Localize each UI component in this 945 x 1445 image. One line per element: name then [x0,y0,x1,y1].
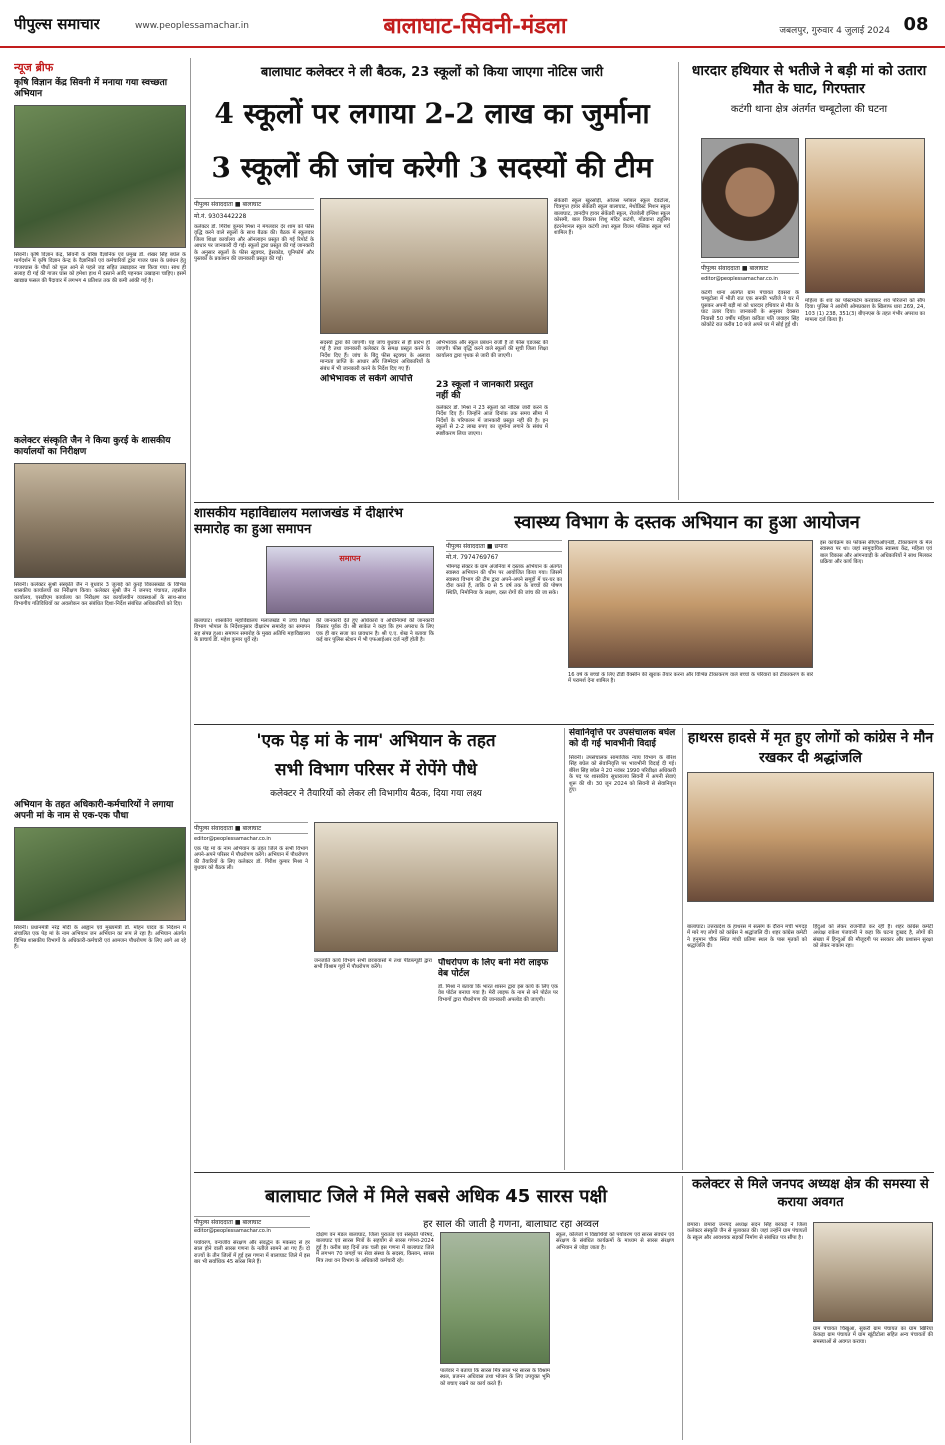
college-headline: शासकीय महाविद्यालय मलाजखंड में दीक्षारंभ समारोह का हुआ समापन [194,506,403,537]
health-body-2: इस कार्यक्रम का फोकस सीएचओएनडी, टीकाकरण के मेल स्वास्थ्य पर था। जहां सामुदायिक स्वास्थ्य केंद्र, महिला एवं बाल विकास और आंगनवाड़ी के अधिकारियों ने साथ मिलकर प्रक्रिया और कार्य किए। [820,540,932,566]
health-story [440,506,934,721]
right-body-1: कटंगी थाना अंतर्गत ग्राम पंचायत देवसरा के चम्बूटोला में भीती रात एक सनकी भतीजे ने घर में घुसकर अपनी बड़ी मां को धारदार हथियार से मौत के घाट उतार दिया। जानकारी के अनुसार देवसरा निवासी 50 वर्षीय महिला कविता पति जवाहर सिंह कोकोटे रात करीब 10 बजे अपने घर में सोई हुई थी। [701,290,799,329]
dateline: जबलपुर, गुरुवार 4 जुलाई 2024 [779,26,890,36]
site-url[interactable]: www.peoplessamachar.in [135,21,249,31]
tree-body-2: जनजाति कार्य विभाग सभी छात्रावासों में तथा पीडब्ल्यूडी द्वारा सभी विश्राम गृहों में पौधरोपण करेंगे। [314,958,432,971]
tree-body-3: डॉ. मिश्रा ने बताया कि भारत शासन द्वारा इस कार्य के लिए एक वेब पोर्टल बनाया गया है। मेरी लाइफ के नाम से बने पोर्टल पर विभागों द्वारा पौधरोपण की जानकारी अपलोड की जाएगी। [438,984,558,1003]
college-body-2: की जानकारी देते हुए अधिकारों व अधिनियमों की जानकारी विस्तार पूर्वक दी। श्री साकेत ने कहा कि हम अपराध के लिए एक ही बार सजा का प्रावधान है। श्री ए.ए. शेख ने बताया कि कई बार पुलिस स्टेशन में भी एफआईआर दर्ज नहीं होती है। [316,618,434,644]
brief-headline-2: कलेक्टर संस्कृति जैन ने किया कुरई के शासकीय कार्यालयों का निरीक्षण [14,436,171,457]
retire-story [564,728,676,1170]
column-divider [190,58,191,1443]
hathras-headline: हाथरस हादसे में मृत हुए लोगों को कांग्रेस ने मौन रखकर दी श्रद्धांजलि [687,730,934,766]
tree-body-1: एक पेड़ मां के नाम अभियान के तहत जिले के सभी विभाग अपने-अपने परिसर में पौधरोपण करेंगे। अभियान में पौधरोपण की तैयारियों के लिए कलेक्टर डॉ. गिरीश कुमार मिश्रा ने बुधवार को बैठक ली। [194,846,308,872]
collector-story [682,1176,934,1440]
right-subhead: कटंगी थाना क्षेत्र अंतर्गत चम्बूटोला की घटना [730,104,888,115]
tree-photo [314,822,558,952]
brief-photo-2 [14,463,186,578]
tree-headline-2: सभी विभाग परिसर में रोपेंगे पौधे [275,760,477,780]
tree-story [194,728,558,1170]
hathras-story [682,728,934,1170]
top-subhead-2: 23 स्कूलों ने जानकारी प्रस्तुत नहीं की [436,380,534,401]
tree-email[interactable]: editor@peoplessamachar.co.in [194,836,271,842]
top-subhead-1: अभिभावक ले सकेंगे आपत्ति [320,374,413,384]
left-column [14,60,186,1440]
top-body-1: कलेक्टर डॉ. गिरीश कुमार मिश्रा ने मंगलवार देर शाम को फीस वृद्धि करने वाले स्कूलों के साथ बैठक की। बैठक में स्कूलवार जिला शिक्षा कार्यालय और ऑनलाइन प्रस्तुत की गई रिपोर्ट के आधार पर जानकारी दी गई। स्कूलों द्वारा प्रस्तुत की गई जानकारी के अनुसार स्कूलों के फीस स्ट्रक्चर, ड्रेसकोड, यूनिफॉर्म और पुस्तकों के प्रकाशन की जानकारी प्रस्तुत की गई। [194,224,314,263]
hathras-body-1: बालाघाट। उत्तरप्रदेश के हाथरस में सत्संग के दौरान मची भगदड़ में मारे गए लोगों को कांग्रेस ने श्रद्धांजलि दी। शहर कांग्रेस कमेटी ने हनुमान चौक स्थित गांधी प्रतिमा स्थल के पास मृतकों को श्रद्धांजलि दी। [687,924,807,950]
top-body-5: सेकेंडरी स्कूल खुरसोड़ी, ओजस ग्लोबल स्कूल देवटोला, चित्रगुप्त हायर सेकेंडरी स्कूल बालाघाट, मेथोडिस्ट मिशन स्कूल बालाघाट, ज्ञानदीप हायर सेकेंडरी स्कूल, रोजवेली इंग्लिश स्कूल कोसमी, बाल विकास शिशु मंदिर कटंगी, गोंडवाना ट्यूलिप इंटरनेशनल स्कूल कटंगी तथा स्कूल विजन पब्लिक स्कूल गर्रा शामिल हैं। [554,198,670,237]
right-email[interactable]: editor@peoplessamachar.co.in [701,276,778,282]
hathras-photo [687,772,934,902]
accused-photo [701,138,799,258]
section-divider [194,1172,934,1173]
top-headline-2: 3 स्कूलों की जांच करेगी 3 सदस्यों की टीम [211,151,653,184]
right-story [678,62,933,500]
right-byline: पीपुल्स संवाददाता ■ बालाघाट [701,262,799,274]
top-body-4: कलेक्टर डॉ. मिश्रा ने 23 स्कूलों को नोटिस जारी करने के निर्देश दिए हैं। जिन्होंने आज दिनांक तक समय सीमा में निर्देशों के परिपालन में जानकारी प्रस्तुत नहीं की है। इन स्कूलों से 2-2 लाख रुपए का जुर्माना लगाने के संबंध में स्पष्टीकरण लिया जाएगा। [436,405,548,437]
section-divider [194,502,934,503]
tree-deck: कलेक्टर ने तैयारियों को लेकर ली विभागीय बैठक, दिया गया लक्ष्य [270,789,482,799]
college-story [194,506,434,721]
top-body-2: सदस्यों द्वारा की जाएगी। यह जांच बुधवार से ही प्रारंभ हो गई है तथा जानकारी कलेक्टर के समक्ष प्रस्तुत करने के निर्देश दिए हैं। जांच के बिंदु फीस स्ट्रक्चर के अलावा मान्यता प्राप्ति के आधार और जिम्मेदार अधिकारियों के संबंध में भी जानकारी करने के निर्देश दिए गए हैं। [320,340,430,372]
brief-headline-3: अभियान के तहत अधिकारी-कर्मचारियों ने लगाया अपनी मां के नाम से एक-एक पौधा [14,800,174,821]
saras-byline: पीपुल्स संवाददाता ■ बालाघाट [194,1216,310,1228]
brief-photo-3 [14,827,186,921]
right-body-2: महिला के शव का पोस्टमार्टम करवाकर शव परिजनों को सौंप दिया। पुलिस ने आरोपी ओमप्रकाश के खिलाफ धारा 269, 24, 103 (1) 238, 351(3) बीएनएस के तहत गंभीर अपराध का मामला दर्ज किया है। [805,298,925,324]
saras-body-3: पालेवार ने बताया कि सारस मित्र साल भर सारस के विश्राम स्थल, प्रजनन अधिवास तथा भोजन के लिए उपयुक्त भूमि को बचाए रखने का कार्य करते हैं। [440,1368,550,1387]
health-mobile: मो.नं. 7974769767 [446,554,499,561]
top-kicker: बालाघाट कलेक्टर ने ली बैठक, 23 स्कूलों को किया जाएगा नोटिस जारी [260,65,604,80]
top-mobile: मो.नं. 9303442228 [194,213,247,220]
top-byline: पीपुल्स संवाददाता ■ बालाघाट [194,198,314,210]
health-photo [568,540,813,668]
saras-headline: बालाघाट जिले में मिले सबसे अधिक 45 सारस पक्षी [264,1186,608,1207]
saras-story [194,1176,678,1440]
victim-photo [805,138,925,293]
college-photo-caption: समापन [339,554,361,563]
brief-headline-1: कृषि विज्ञान केंद्र सिवनी में मनाया गया स्वच्छता अभियान [14,78,168,99]
retire-headline: सेवानिवृत्ति पर उपसंचालक बघेल को दी गई भावभीनी विदाई [569,728,676,749]
saras-body-1: पर्यावरण, वन्यजीव संरक्षण और संवर्द्धन के मकसद से हर साल होने वाली सारस गणना के नतीजे सामने आ गए हैं। दो राज्यों के तीन जिलों में हुई इस गणना में बालाघाट जिले में इस बार भी सर्वाधिक 45 सारस मिले हैं। [194,1240,310,1266]
collector-body-1: छपारा। छपारा जनपद अध्यक्ष सदन सिंह बरकड़े ने जिला कलेक्टर संस्कृति जैन से मुलाकात की। जहां उन्होंने ग्राम पंचायतों के स्कूल और आवश्यक सड़कों निर्माण से संबंधित पत्र सौंपा है। [687,1222,807,1241]
health-body-1: भीमगढ़ सेक्टर के ग्राम अंजनिया में दस्तक अभियान के अंतर्गत स्वास्थ्य अभियान की थीम पर आयोजित किया गया। जिसमें स्वास्थ्य विभाग की टीम द्वारा अपने-अपने समूहों में घर-घर का दौरा करते हैं, ताकि 0 से 5 वर्ष तक के बच्चों की पोषण स्थिति, निमोनिया के लक्षण, दस्त रोगों की जांच की जा सके। [446,564,562,596]
section-divider [194,724,934,725]
brief-body-3: सिवनी। प्रधानमंत्री नरेंद्र मोदी के आह्वान एवं मुख्यमंत्री डॉ. मोहन यादव के निर्देशन में संचालित एक पेड़ मां के नाम अभियान जन अभियान का रूप ले रहा है। अभियान अंतर्गत विभिन्न शासकीय विभागों के अधिकारी-कर्मचारी एवं आमजन पौधरोपण के लिए आगे आ रहे हैं। [14,925,186,951]
right-headline: धारदार हथियार से भतीजे ने बड़ी मां को उतारा मौत के घाट, गिरफ्तार [691,63,927,97]
top-body-3: अभिभावक और स्कूल प्रबंधन राजी है तो फीस एडजस्ट की जाएगी। फीस वृद्धि करने वाले स्कूलों की सूची जिला शिक्षा कार्यालय द्वारा पृथक से जारी की जाएगी। [436,340,548,359]
news-brief-tag: न्यूज ब्रीफ [14,61,54,74]
collector-body-2: ग्राम पंचायत चिखुआ, सुकरी ग्राम पंचायत का ग्राम खिरिया केकड़ा ग्राम पंचायत में ग्राम खूंटीटोला सहित अन्य पंचायतों की समस्याओं से अवगत कराया। [813,1326,933,1345]
masthead [0,0,945,48]
brief-photo-1 [14,105,186,248]
saras-email[interactable]: editor@peoplessamachar.co.in [194,1228,271,1234]
collector-headline: कलेक्टर से मिले जनपद अध्यक्ष क्षेत्र की समस्या से कराया अवगत [692,1177,929,1210]
saras-deck: हर साल की जाती है गणना, बालाघाट रहा अव्वल [423,1219,599,1230]
section-title: बालाघाट-सिवनी-मंडला [383,13,567,39]
collector-photo [813,1222,933,1322]
health-headline: स्वास्थ्य विभाग के दस्तक अभियान का हुआ आयोजन [514,512,860,533]
brief-body-2: सिवनी। कलेक्टर सुश्री संस्कृति जैन ने बुधवार 3 जुलाई को कुरई विकासखंड के विभिन्न शासकीय कार्यालयों का निरीक्षण किया। कलेक्टर सुश्री जैन ने जनपद पंचायत, तहसील कार्यालय, एसडीएम कार्यालय का निरीक्षण कर कार्यालयीन व्यवस्थाओं के साथ-साथ विभागीय गतिविधियों का अवलोकन कर संबंधित दिशा-निर्देश संबंधित अधिकारियों को दिए। [14,582,186,608]
health-caption: 16 वर्ष के बच्चों के लिए टीडी वैक्सीन की खुराक तैयार करना और विभिन्न टीकाकरण वाले बच्चों के परिवारों को टीकाकरण के बारे में परामर्श देना शामिल है। [568,672,813,685]
tree-subhead: पौधरोपण के लिए बनी मेरी लाइफ वेब पोर्टल [438,958,549,979]
saras-body-4: स्कूल, कॉलेजों में विद्यार्थियों को पर्यावरण एवं सारस संवर्धन एवं संरक्षण के संबंधित कार्यक्रमों के माध्यम से सारस संरक्षण अभियान से जोड़ा जाता है। [556,1232,674,1251]
top-story [194,62,670,500]
hathras-body-2: हिंदुओं को लेकर राजनीति कर रही है। शहर कांग्रेस कमेटी अध्यक्ष राकेश पंजवानी ने कहा कि घटना दुःखद है, लोगों की संख्या में हिन्दुओं की मौजूदगी पर सरकार और प्रशासन सुरक्षा को लेकर नाकाम रहा। [813,924,933,950]
tree-headline-1: 'एक पेड़ मां के नाम' अभियान के तहत [256,731,496,751]
retire-body: सिवनी। उपसंचालक सामाजिक न्याय विभाग के बीरेश सिंह बघेल को सेवानिवृत्ति पर भावभीनी विदाई दी गई। बीरेश सिंह बघेल ने 20 नवंबर 1990 परिवीक्षा अधिकारी के पद पर शासकीय सुधारालय सिवनी में अपनी सेवाएं शुरू की थी। 30 जून 2024 को सिवनी से सेवानिवृत्त हुए। [569,755,676,794]
health-byline: पीपुल्स संवाददाता ■ छपारा [446,540,562,552]
saras-bird-photo [440,1232,550,1364]
college-photo [266,546,434,614]
brief-body-1: सिवनी। कृषि विज्ञान केंद्र, सिवनी के वरिष्ठ वैज्ञानिक एवं प्रमुख डॉ. शेखर सिंह बघेल के मार्गदर्शन में कृषि विज्ञान केन्द्र के वैज्ञानिकों एवं कर्मचारियों द्वारा गाजर घास के प्रबंधन हेतु गाजरघास के पौधों को फूल आने से पहले जड़ सहित उखाड़कर नष्ट किया गया। साथ ही सलाह दी गई की गाजर घास को हमेशा हाथ में दस्ताने आदि पहनकर उखाड़ना चाहिए। इसमें खाद्यान्न फसल की पैदावार में लगभग 4 प्रतिशत तक की कमी आंकी गई है। [14,252,186,284]
brand-logo: पीपुल्स समाचार [14,15,100,33]
top-headline-1: 4 स्कूलों पर लगाया 2-2 लाख का जुर्माना [214,97,650,130]
tree-byline: पीपुल्स संवाददाता ■ बालाघाट [194,822,308,834]
college-body-1: बालाघाट। शासकीय महाविद्यालय मलाजखंड में उच्च शिक्षा विभाग भोपाल के निर्देशानुसार दीक्षारंभ समारोह का समापन सह संपन्न हुआ। समापन समारोह के मुख्य अतिथि महाविद्यालय के प्राचार्य डॉ. महेश कुमार धुर्वे रहे। [194,618,310,644]
saras-body-2: दक्षिण वन मंडल बालाघाट, जिला पुरातत्व एवं संस्कृति परिषद, बालाघाट एवं सारस मित्रों के सहयोग से सारस गणना-2024 हुई है। करीब छह दिनों तक चली इस गणना में बालाघाट जिले में लगभग 70 जगहों पर सेवा संस्था के सदस्य, किसान, सारस मित्र तथा वन विभाग के अधिकारी कर्मचारी रहे। [316,1232,434,1264]
top-photo [320,198,548,334]
page-number: 08 [903,14,929,35]
